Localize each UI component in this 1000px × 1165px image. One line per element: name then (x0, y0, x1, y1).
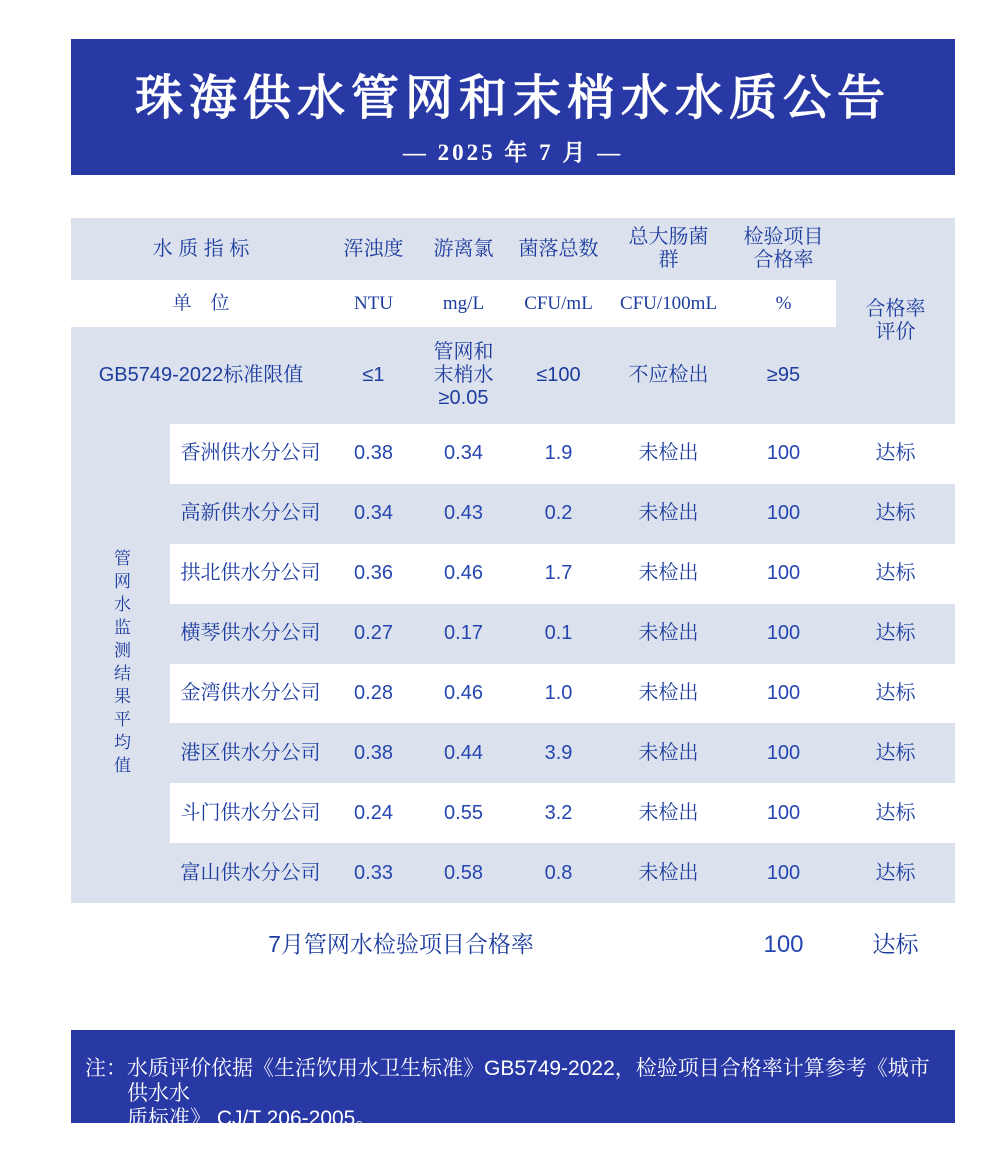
limit-label: GB5749-2022标准限值 (71, 327, 331, 424)
turbidity-value: 0.33 (354, 861, 393, 884)
evaluation-value: 达标 (875, 622, 916, 645)
table-header (71, 218, 955, 424)
footnote-text (127, 1056, 937, 1130)
pass-rate-value: 100 (766, 801, 801, 824)
header-chlorine: 游离氯 (416, 218, 511, 280)
footnote-line1: 水质评价依据《生活饮用水卫生标准》GB5749-2022，检验项目合格率计算参考《城市供水水 (127, 1057, 930, 1105)
limit-colony: ≤100 (511, 327, 606, 424)
footnote-band (71, 1030, 955, 1130)
coliform-value: 未检出 (638, 741, 699, 764)
header-colony: 菌落总数 (511, 218, 606, 280)
page-subtitle: — 2025 年 7 月 — (402, 140, 624, 165)
chlorine-value: 0.46 (444, 562, 483, 585)
turbidity-value: 0.24 (354, 801, 393, 824)
company-name: 斗门供水分公司 (180, 801, 321, 824)
coliform-value: 未检出 (638, 502, 699, 525)
evaluation-value: 达标 (875, 562, 916, 585)
chlorine-value: 0.58 (444, 861, 483, 884)
unit-pass-rate: % (775, 293, 792, 314)
section-label: 管网水监测结果平均值 (111, 548, 130, 779)
coliform-value: 未检出 (638, 681, 699, 704)
header-coliform-line1: 总大肠菌 (628, 226, 709, 248)
company-name: 高新供水分公司 (180, 502, 321, 525)
limit-chlorine-line3: ≥0.05 (438, 387, 489, 409)
table-row (170, 484, 955, 544)
unit-colony: CFU/mL (524, 293, 593, 314)
page-title: 珠海供水管网和末梢水水质公告 (134, 72, 891, 125)
evaluation-value: 达标 (875, 681, 916, 704)
header-pass-rate (731, 218, 836, 280)
summary-evaluation: 达标 (872, 930, 919, 957)
table-row (170, 783, 955, 843)
turbidity-value: 0.28 (354, 681, 393, 704)
header-pass-rate-line1: 检验项目 (743, 226, 824, 248)
summary-pass-rate: 100 (763, 930, 804, 958)
colony-value: 1.9 (544, 442, 573, 465)
pass-rate-value: 100 (766, 681, 801, 704)
turbidity-value: 0.38 (354, 741, 393, 764)
pass-rate-value: 100 (766, 741, 801, 764)
limit-coliform: 不应检出 (606, 327, 731, 424)
header-indicator: 水 质 指 标 (71, 218, 331, 280)
table-row (170, 723, 955, 783)
company-name: 横琴供水分公司 (180, 622, 321, 645)
turbidity-value: 0.34 (354, 502, 393, 525)
header-coliform (606, 218, 731, 280)
chlorine-value: 0.34 (444, 442, 483, 465)
limit-chlorine-line2: 末梢水 (433, 364, 494, 386)
company-name: 富山供水分公司 (180, 861, 321, 884)
chlorine-value: 0.17 (444, 622, 483, 645)
company-name: 金湾供水分公司 (180, 681, 321, 704)
company-name: 港区供水分公司 (180, 741, 321, 764)
table-row (170, 604, 955, 664)
turbidity-value: 0.27 (354, 622, 393, 645)
header-band (71, 39, 955, 175)
header-pass-rate-line2: 合格率 (753, 249, 814, 271)
colony-value: 1.7 (544, 562, 573, 585)
pass-rate-value: 100 (766, 442, 801, 465)
turbidity-value: 0.38 (354, 442, 393, 465)
coliform-value: 未检出 (638, 861, 699, 884)
evaluation-value: 达标 (875, 442, 916, 465)
coliform-value: 未检出 (638, 801, 699, 824)
summary-row (71, 903, 955, 985)
pass-rate-value: 100 (766, 622, 801, 645)
footnote-line2: 质标准》 CJ/T 206-2005。 (127, 1107, 377, 1130)
limit-pass-rate: ≥95 (731, 327, 836, 424)
unit-coliform: CFU/100mL (619, 293, 718, 314)
colony-value: 0.1 (544, 622, 573, 645)
header-evaluation (836, 218, 955, 424)
limit-turbidity: ≤1 (331, 327, 416, 424)
colony-value: 1.0 (544, 681, 573, 704)
table-row (170, 544, 955, 604)
unit-chlorine: mg/L (442, 293, 485, 314)
evaluation-value: 达标 (875, 502, 916, 525)
company-name: 拱北供水分公司 (180, 562, 321, 585)
table-row (170, 664, 955, 724)
colony-value: 0.2 (544, 502, 573, 525)
limit-chlorine (416, 327, 511, 424)
turbidity-value: 0.36 (354, 562, 393, 585)
header-coliform-line2: 群 (658, 249, 679, 271)
table-body (71, 424, 955, 903)
header-turbidity: 浑浊度 (331, 218, 416, 280)
pass-rate-value: 100 (766, 562, 801, 585)
table-row (170, 843, 955, 903)
table-row (170, 424, 955, 484)
evaluation-value: 达标 (875, 861, 916, 884)
unit-turbidity: NTU (353, 293, 394, 314)
pass-rate-value: 100 (766, 502, 801, 525)
company-name: 香洲供水分公司 (180, 442, 321, 465)
colony-value: 0.8 (544, 861, 573, 884)
section-label-cell (71, 424, 170, 903)
chlorine-value: 0.44 (444, 741, 483, 764)
colony-value: 3.9 (544, 741, 573, 764)
limit-chlorine-line1: 管网和 (433, 341, 494, 363)
coliform-value: 未检出 (638, 622, 699, 645)
chlorine-value: 0.46 (444, 681, 483, 704)
pass-rate-value: 100 (766, 861, 801, 884)
coliform-value: 未检出 (638, 442, 699, 465)
colony-value: 3.2 (544, 801, 573, 824)
footnote-prefix: 注： (85, 1057, 127, 1080)
header-evaluation-line1: 合格率 (865, 298, 926, 320)
evaluation-value: 达标 (875, 741, 916, 764)
evaluation-value: 达标 (875, 801, 916, 824)
coliform-value: 未检出 (638, 562, 699, 585)
chlorine-value: 0.43 (444, 502, 483, 525)
header-evaluation-line2: 评价 (875, 321, 916, 343)
summary-label: 7月管网水检验项目合格率 (268, 930, 534, 957)
unit-label: 单 位 (172, 293, 230, 314)
chlorine-value: 0.55 (444, 801, 483, 824)
